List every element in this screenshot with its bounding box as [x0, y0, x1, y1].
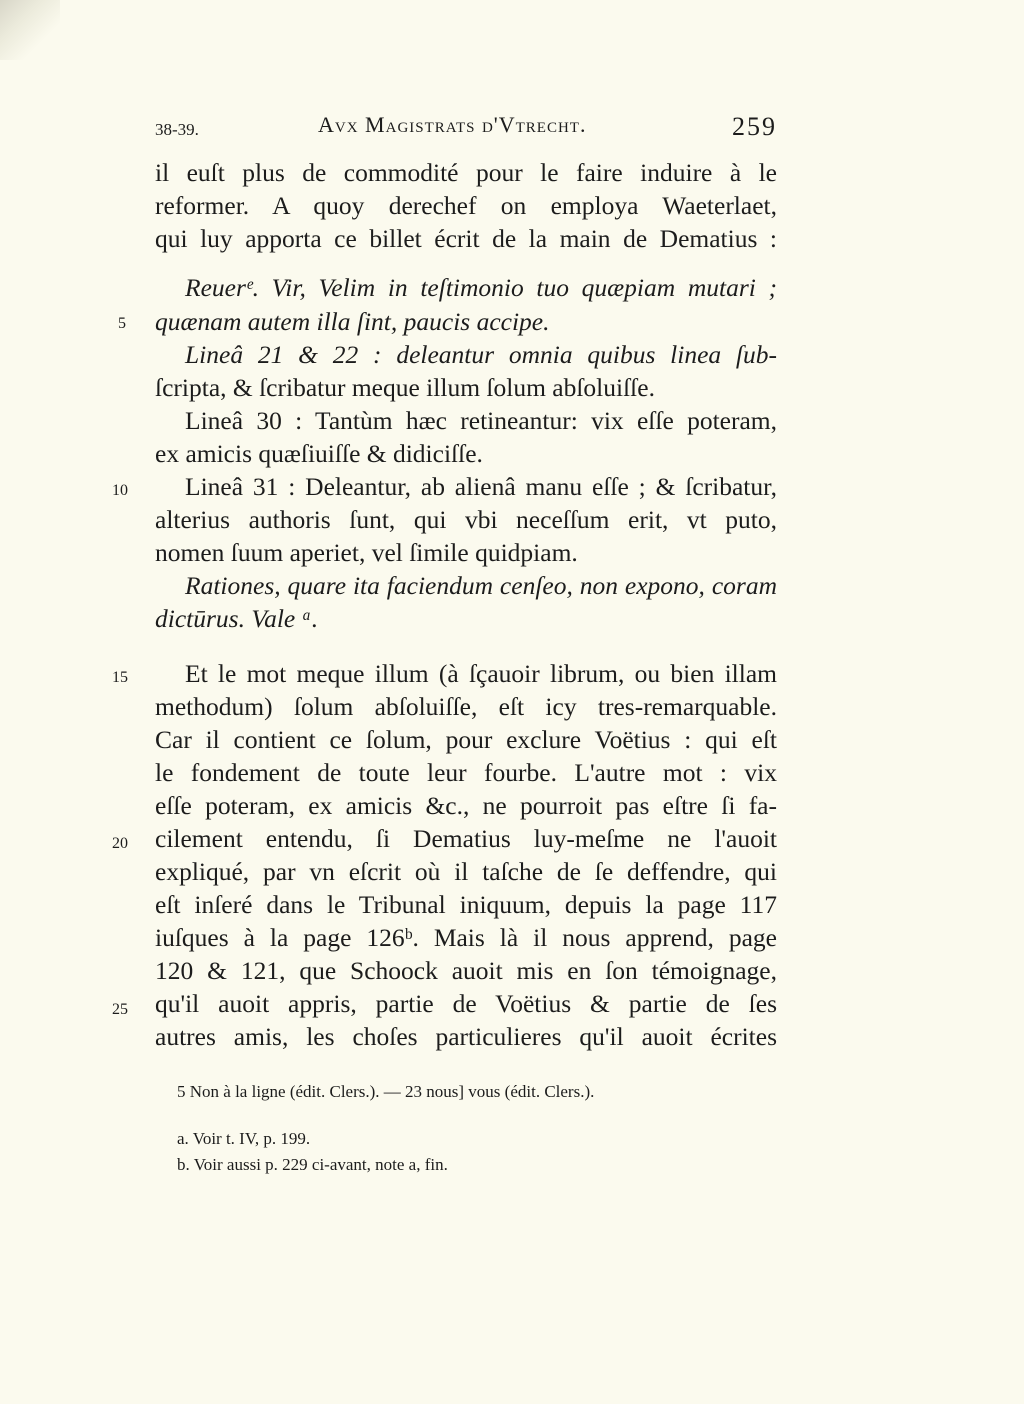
variant-notes: 5 Non à la ligne (édit. Clers.). — 23 nous] vous (édit. Clers.).: [177, 1082, 595, 1101]
quote-line: dictūrus. Vale ᵃ.: [155, 604, 319, 633]
text-line: Car il contient ce ſolum, pour exclure Voëtius : qui eſt: [155, 725, 777, 754]
running-header: [0, 112, 1024, 152]
line-number: 5: [118, 315, 126, 332]
quote-line: Lineâ 30 : Tantùm hæc retineantur: vix eſſe poteram,: [185, 406, 777, 435]
text-line: 120 & 121, que Schoock auoit mis en ſon témoignage,: [155, 956, 777, 985]
text-line: le fondement de toute leur fourbe. L'autre mot : vix: [155, 758, 777, 787]
quote-line: ex amicis quæſiuiſſe & didiciſſe.: [155, 439, 483, 468]
quote-line: ſcripta, & ſcribatur meque illum ſolum abſoluiſſe.: [155, 373, 655, 402]
text-line: iuſques à la page 126ᵇ. Mais là il nous apprend, page: [155, 923, 777, 952]
header-title: Avx Magistrats d'Vtrecht.: [318, 112, 587, 137]
quote-line: quænam autem illa ſint, paucis accipe.: [155, 307, 550, 336]
quote-line: nomen ſuum aperiet, vel ſimile quidpiam.: [155, 538, 578, 567]
quote-line: Lineâ 21 & 22 : deleantur omnia quibus linea ſub-: [185, 340, 777, 369]
text-line: il euſt plus de commodité pour le faire induire à le: [155, 158, 777, 187]
line-number: 25: [112, 1001, 128, 1018]
text-line: qu'il auoit appris, partie de Voëtius & partie de ſes: [155, 989, 777, 1018]
page-number: 259: [732, 112, 777, 141]
line-number: 20: [112, 835, 128, 852]
text-line: reformer. A quoy derechef on employa Waeterlaet,: [155, 191, 777, 220]
footnote-a: a. Voir t. IV, p. 199.: [177, 1129, 311, 1148]
text-line: expliqué, par vn eſcrit où il taſche de ſe deffendre, qui: [155, 857, 777, 886]
quote-line: alterius authoris ſunt, qui vbi neceſſum erit, vt puto,: [155, 505, 777, 534]
quote-line: Rationes, quare ita faciendum cenſeo, non expono, coram: [185, 571, 777, 600]
line-number: 15: [112, 669, 128, 686]
text-line: Et le mot meque illum (à ſçauoir librum, ou bien illam: [185, 659, 777, 688]
footnote-b: b. Voir aussi p. 229 ci-avant, note a, fin.: [177, 1155, 448, 1174]
page-corner-shadow: [0, 0, 60, 60]
line-number: 10: [112, 482, 128, 499]
header-page-range: 38-39.: [155, 120, 199, 139]
quote-line: Lineâ 31 : Deleantur, ab alienâ manu eſſe ; & ſcribatur,: [185, 472, 777, 501]
text-line: cilement entendu, ſi Dematius luy-meſme ne l'auoit: [155, 824, 777, 853]
text-line: qui luy apporta ce billet écrit de la main de Dematius :: [155, 224, 777, 253]
text-line: methodum) ſolum abſoluiſſe, eſt icy tres-remarquable.: [155, 692, 777, 721]
text-line: eſſe poteram, ex amicis &c., ne pourroit pas eſtre ſi fa-: [155, 791, 777, 820]
text-line: autres amis, les choſes particulieres qu'il auoit écrites: [155, 1022, 777, 1051]
text-line: eſt inſeré dans le Tribunal iniquum, depuis la page 117: [155, 890, 777, 919]
quote-line: Reuerᵉ. Vir, Velim in teſtimonio tuo quæpiam mutari ;: [185, 273, 777, 302]
